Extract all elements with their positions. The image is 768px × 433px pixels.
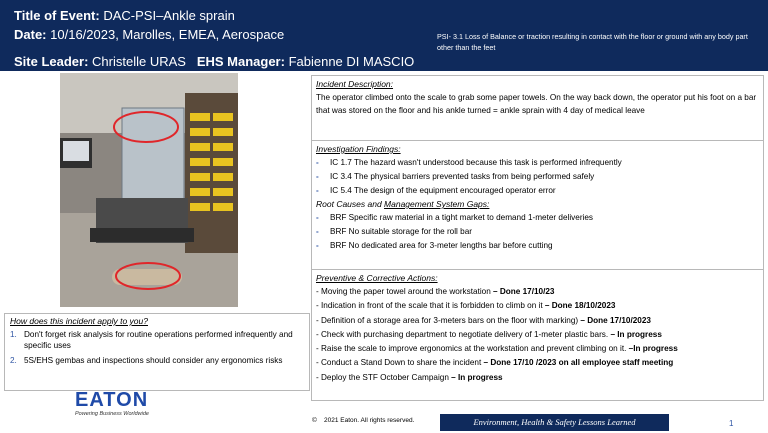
event-title (14, 8, 235, 23)
incident-photo-illustration (60, 73, 238, 307)
action-text: - Check with purchasing department to negotiate delivery of 1-meter plastic bars. (316, 329, 611, 339)
apply-item (10, 355, 304, 366)
root-cause-item: - BRF No suitable storage for the roll bar (316, 225, 759, 239)
finding-item: - IC 3.4 The physical barriers prevented tasks from being performed safely (316, 170, 759, 184)
action-status: – Done 18/10/2023 (544, 301, 616, 311)
ehs-manager-label: EHS Manager: (196, 54, 285, 69)
corrective-actions-box (311, 269, 764, 401)
action-status: – In progress (451, 372, 503, 382)
event-date (14, 27, 284, 42)
incident-category: PSI- 3.1 Loss of Balance or traction resulting in contact with the floor or ground with any body part other than the feet (437, 32, 748, 52)
root-causes-list (316, 211, 759, 253)
action-item (316, 314, 759, 328)
title-label: Title of Event: (14, 8, 100, 23)
ehs-lessons-banner: Environment, Health & Safety Lessons Learned (440, 414, 669, 431)
action-status: – Done 17/10/2023 (580, 315, 651, 325)
eaton-logo-tagline: Powering Business Worldwide (75, 411, 149, 417)
action-text: - Raise the scale to improve ergonomics at the workstation and prevent climbing on it. (316, 344, 629, 354)
action-status: – In progress (610, 329, 662, 339)
action-item (316, 328, 759, 342)
eaton-logo-wordmark: EATON (75, 389, 149, 411)
apply-item-number: 1. (10, 330, 17, 339)
root-cause-item: - BRF Specific raw material in a tight market to demand 1-meter deliveries (316, 211, 759, 225)
action-text: - Deploy the STF October Campaign (316, 372, 452, 382)
header-banner (0, 0, 768, 71)
ehs-manager-value: Fabienne DI MASCIO (288, 54, 415, 69)
copyright (312, 417, 414, 424)
action-item (316, 299, 759, 313)
apply-item (10, 329, 304, 351)
date-label: Date: (14, 27, 47, 42)
apply-item-number: 2. (10, 356, 17, 365)
apply-list (10, 329, 304, 366)
leaders (14, 54, 414, 69)
action-item (316, 342, 759, 356)
action-status: – Done 17/10 /2023 on all employee staff meeting (483, 358, 674, 368)
action-status: –In progress (628, 344, 678, 354)
action-text: - Conduct a Stand Down to share the incident (316, 358, 484, 368)
management-gaps-label: Management System Gaps: (384, 199, 490, 209)
corrective-actions-heading: Preventive & Corrective Actions: (316, 273, 438, 283)
site-leader-value: Christelle URAS (92, 54, 186, 69)
action-text: - Definition of a storage area for 3-meters bars on the floor with marking) (316, 315, 581, 325)
page-number: 1 (729, 419, 734, 428)
copyright-text: 2021 Eaton. All rights reserved. (324, 417, 415, 424)
apply-item-text: 5S/EHS gembas and inspections should consider any ergonomics risks (24, 356, 283, 365)
incident-description-heading: Incident Description: (316, 79, 394, 89)
finding-item: - IC 5.4 The design of the equipment encouraged operator error (316, 184, 759, 198)
root-causes-heading (316, 199, 759, 209)
action-item (316, 285, 759, 299)
action-status: – Done 17/10/23 (493, 287, 555, 296)
investigation-findings-heading: Investigation Findings: (316, 144, 401, 154)
apply-to-you-box (4, 313, 310, 391)
action-item (316, 371, 759, 385)
title-value: DAC-PSI–Ankle sprain (103, 8, 235, 23)
action-text: - Indication in front of the scale that it is forbidden to climb on it (316, 301, 545, 311)
incident-description-box (311, 75, 764, 143)
findings-list (316, 156, 759, 198)
action-item (316, 356, 759, 370)
root-cause-item: - BRF No dedicated area for 3-meter lengths bar before cutting (316, 239, 759, 253)
root-causes-prefix: Root Causes and (316, 199, 385, 209)
eaton-logo (75, 390, 175, 420)
copyright-symbol: © (312, 417, 317, 424)
site-leader-label: Site Leader: (14, 54, 89, 69)
action-text: - Moving the paper towel around the workstation (316, 287, 494, 296)
finding-item: - IC 1.7 The hazard wasn't understood because this task is performed infrequently (316, 156, 759, 170)
actions-list (316, 285, 759, 385)
investigation-findings-box (311, 140, 764, 270)
date-value: 10/16/2023, Marolles, EMEA, Aerospace (50, 27, 285, 42)
apply-to-you-heading: How does this incident apply to you? (10, 316, 148, 326)
incident-description-text: The operator climbed onto the scale to grab some paper towels. On the way back down, the operator put his foot on a bar that was stored on the floor and his ankle turned = ankle sprain with 4 day of medical leave (316, 93, 757, 115)
apply-item-text: Don't forget risk analysis for routine operations performed infrequently and specific uses (24, 330, 293, 350)
incident-photo (60, 73, 238, 307)
